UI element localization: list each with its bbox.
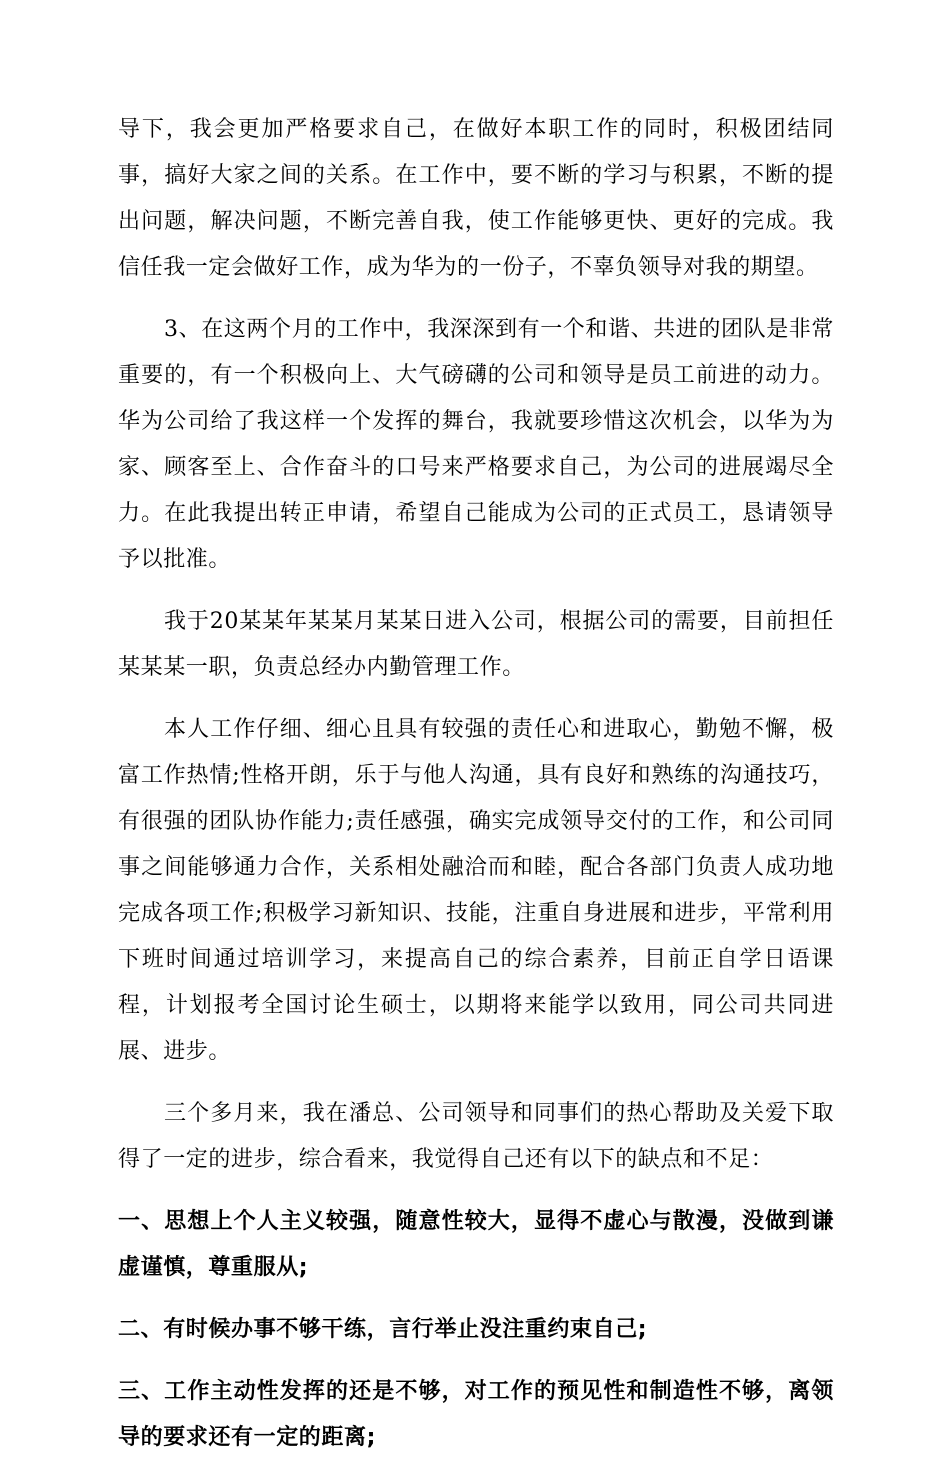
paragraph-continuation: 导下，我会更加严格要求自己，在做好本职工作的同时，积极团结同事，搞好大家之间的关系。在工作中，要不断的学习与积累，不断的提出问题，解决问题，不断完善自我，使工作能够更快、更好的完成。我信任我一定会做好工作，成为华为的一份子，不辜负领导对我的期望。 (118, 117, 834, 280)
document-body (118, 107, 834, 1461)
paragraph-point-3: 3、在这两个月的工作中，我深深到有一个和谐、共进的团队是非常重要的，有一个积极向上、大气磅礴的公司和领导是员工前进的动力。华为公司给了我这样一个发挥的舞台，我就要珍惜这次机会，以华为为家、顾客至上、合作奋斗的口号来严格要求自己，为公司的进展竭尽全力。在此我提出转正申请，希望自己能成为公司的正式员工，恳请领导予以批准。 (118, 317, 834, 572)
paragraph-shortcomings-intro: 三个多月来，我在潘总、公司领导和同事们的热心帮助及关爱下取得了一定的进步，综合看来，我觉得自己还有以下的缺点和不足： (118, 1101, 834, 1172)
shortcoming-item-3: 三、工作主动性发挥的还是不够，对工作的预见性和制造性不够，离领导的要求还有一定的距离; (118, 1379, 834, 1450)
paragraph-join-date: 我于20某某年某某月某某日进入公司，根据公司的需要，目前担任某某某一职，负责总经办内勤管理工作。 (118, 609, 834, 680)
shortcoming-item-1: 一、思想上个人主义较强，随意性较大，显得不虚心与散漫，没做到谦虚谨慎，尊重服从; (118, 1209, 834, 1280)
paragraph-self-assessment: 本人工作仔细、细心且具有较强的责任心和进取心，勤勉不懈，极富工作热情;性格开朗，乐于与他人沟通，具有良好和熟练的沟通技巧，有很强的团队协作能力;责任感强，确实完成领导交付的工作，和公司同事之间能够通力合作，关系相处融洽而和睦，配合各部门负责人成功地完成各项工作;积极学习新知识、技能，注重自身进展和进步，平常利用下班时间通过培训学习，来提高自己的综合素养，目前正自学日语课程，计划报考全国讨论生硕士，以期将来能学以致用，同公司共同进展、进步。 (118, 717, 834, 1064)
shortcoming-item-2: 二、有时候办事不够干练，言行举止没注重约束自己; (118, 1317, 648, 1342)
